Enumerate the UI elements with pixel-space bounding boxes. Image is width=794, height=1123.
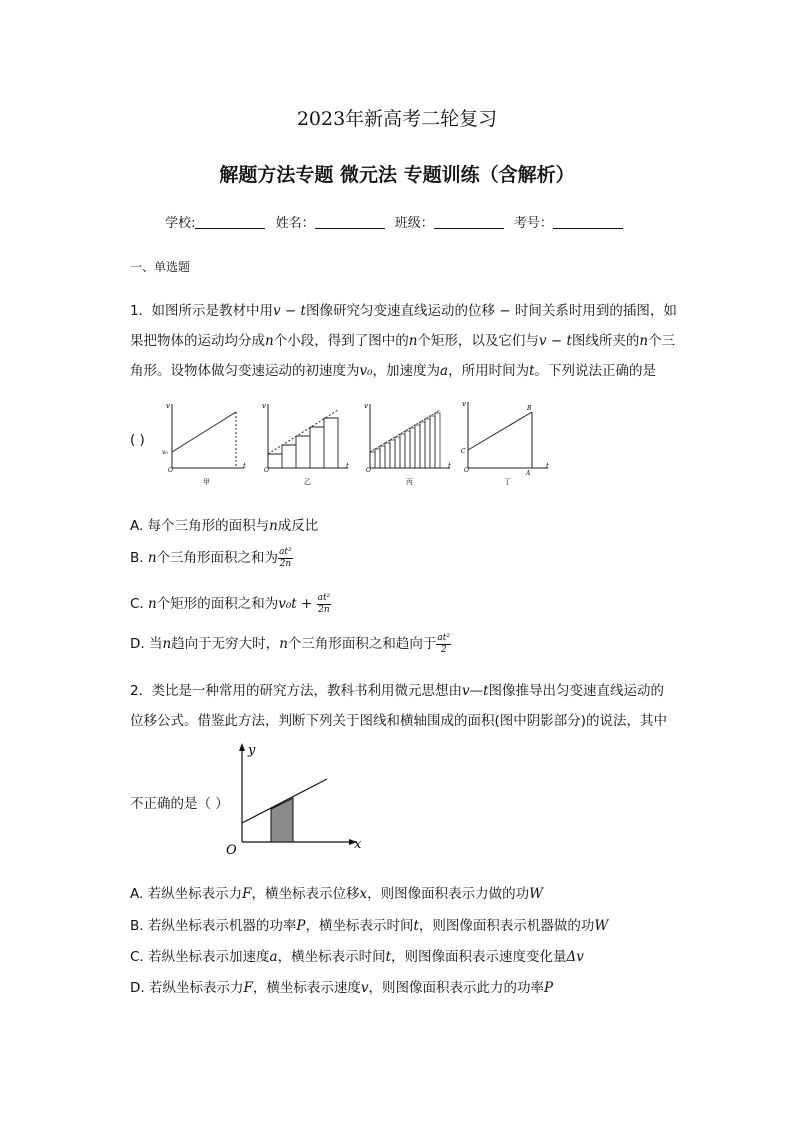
q1-line-3 [130,356,690,386]
q2-opt-a-v3: W [529,886,543,902]
q2-origin: O [226,843,237,856]
q1-math-a: a [440,363,449,379]
q2-opt-d-label: D. [130,980,145,996]
frac-den: 2n [318,604,330,615]
q2-opt-c-v1: a [269,949,278,965]
exam-number-label: 考号： [513,216,553,231]
q2-opt-d-c: ，则图像面积表示此力的功率 [368,980,544,996]
q2-opt-c-b: ，横坐标表示时间 [277,949,386,965]
yi-axis-v: v [262,402,266,410]
q2-opt-b-a: 若纵坐标表示机器的功率 [147,918,297,934]
q1-opt-a-label: A. [130,518,144,534]
q1-opt-d-n2: n [279,636,288,652]
section-heading: 一、单选题 [130,260,191,274]
q1-math-v0: v₀ [359,363,373,379]
q1-option-d[interactable] [130,632,451,656]
q2-option-d[interactable] [130,976,553,996]
q1-opt-c-label: C. [130,596,144,612]
q2-opt-d-b: ，横坐标表示速度 [252,980,361,996]
figure-bing [364,402,451,486]
q1-l2d: 图线所夹的 [571,333,640,349]
q1-l1c: 时间关系时用到的插图，如 [514,303,677,319]
q1-opt-c-n: n [148,596,157,612]
bing-strip [380,446,385,468]
class-label: 班级： [394,216,434,231]
q1-opt-c-frac [317,593,332,616]
bing-axis-t: t [448,462,451,470]
name-blank [315,216,385,229]
q1-opt-b-label: B. [130,550,144,566]
q1-answer-bracket: ( ) [130,432,145,448]
frac-den: 2n [279,558,292,569]
q2-l1a: 类比是一种常用的研究方法，教科书利用微元思想由 [151,683,462,699]
q1-line-1 [130,296,690,326]
q2-axis-x: x [354,837,362,852]
jia-label: 甲 [203,478,210,486]
q2-opt-b-label: B. [130,918,144,934]
bing-strip [405,431,410,468]
q1-opt-b-text: 个三角形面积之和为 [156,550,279,566]
exam-number-blank [553,216,623,229]
question-1-text [130,296,690,386]
q1-opt-d-text-a: 当 [148,636,163,652]
bing-strip [425,419,430,468]
bing-strip [390,440,395,468]
q1-l1a: 如图所示是教材中用 [151,303,273,319]
q2-opt-a-c: ，则图像面积表示力做的功 [367,886,530,902]
bing-strip [415,425,420,468]
school-blank [195,216,265,229]
q2-opt-b-v2: t [413,918,419,934]
q1-option-a[interactable] [130,514,318,534]
q1-opt-a-text-b: 成反比 [277,518,319,534]
question-2-text [130,676,690,736]
q1-opt-d-frac [436,633,451,656]
q2-opt-b-b: ，横坐标表示时间 [305,918,414,934]
q1-math-minus3: − [546,333,567,349]
q1-l2e: 个三 [648,333,676,349]
jia-axis-t: t [243,462,246,470]
ding-B: B [527,405,532,412]
q2-line-1 [130,676,690,706]
q1-math-n1: n [265,333,274,349]
q2-number: 2. [130,683,143,699]
document-title: 2023年新高考二轮复习 [296,108,498,130]
q2-l1b: 图像推导出匀变速直线运动的 [488,683,665,699]
q2-opt-d-v1: F [243,980,253,996]
figure-jia [162,402,246,486]
school-label: 学校: [165,216,196,231]
bing-strip [370,452,375,468]
q2-opt-d-a: 若纵坐标表示力 [148,980,244,996]
q1-l3b: ，加速度为 [372,363,441,379]
q1-math-v2: v [538,333,547,349]
q1-opt-d-text-c: 个三角形面积之和趋向于 [287,636,437,652]
q1-number: 1. [130,303,143,319]
bing-axis-v: v [364,402,368,410]
q2-opt-a-label: A. [130,886,144,902]
q1-l2b: 个小段，得到了图中的 [273,333,409,349]
q1-math-n2: n [408,333,418,349]
q2-opt-b-c: ，则图像面积表示机器做的功 [418,918,595,934]
bing-label: 丙 [406,478,413,486]
ding-origin: O [464,467,469,474]
q2-opt-b-v1: P [296,918,306,934]
bing-strip [395,437,400,468]
q1-l2a: 果把物体的运动均分成 [130,333,265,349]
frac-den: 2 [440,644,447,655]
frac-num: at² [437,632,450,643]
bing-origin: O [366,467,371,474]
q2-option-b[interactable] [130,914,608,934]
q1-math-t: t [300,303,306,319]
q2-opt-d-v2: v [360,980,369,996]
yi-origin: O [264,467,269,474]
jia-axis-v: v [166,402,170,410]
q2-opt-a-b: ，横坐标表示位移 [251,886,360,902]
q1-l2c: 个矩形，以及它们与 [417,333,539,349]
q2-line-2: 位移公式。借鉴此方法，判断下列关于图线和横轴围成的面积(图中阴影部分)的说法，其中 [130,713,668,729]
q1-opt-a-text: 每个三角形的面积与 [147,518,270,534]
q1-opt-b-n: n [147,550,157,566]
student-info-row [0,212,794,231]
name-label: 姓名： [275,216,315,231]
bing-strip [375,449,380,468]
ding-axis-v: v [462,400,466,408]
q2-figure [222,738,372,856]
q2-opt-c-v3: Δv [566,949,584,965]
ding-label: 丁 [504,478,511,486]
q1-line-2 [130,326,690,356]
q1-math-minus2: − [494,303,515,319]
q1-l3d: 。下列说法正确的是 [534,363,657,379]
q1-l1b: 图像研究匀变速直线运动的位移 [305,303,495,319]
q2-option-a[interactable] [130,882,543,902]
q1-figures [160,396,560,488]
bing-strip [400,434,405,468]
q1-opt-c-vt: v₀t + [278,596,317,612]
jia-v0: v₀ [162,449,168,456]
yi-axis-t: t [346,462,349,470]
q1-option-c[interactable] [130,592,331,616]
q2-opt-d-v3: P [544,980,554,996]
q1-math-n3: n [639,333,649,349]
q2-math-vt: v—t [461,683,489,699]
q2-opt-c-label: C. [130,949,144,965]
bing-strip [420,422,425,468]
figure-yi [262,402,349,486]
figure-ding [461,400,549,486]
q2-opt-b-v3: W [594,918,609,934]
q2-opt-c-c: ，则图像面积表示速度变化量 [391,949,567,965]
yi-label: 乙 [304,478,311,486]
q1-opt-b-frac [278,547,293,570]
q1-math-v: v [272,303,281,319]
q2-opt-a-v2: x [359,886,368,902]
q1-opt-d-label: D. [130,636,145,652]
document-subtitle: 解题方法专题 微元法 专题训练（含解析） [219,164,575,186]
q1-opt-d-n1: n [162,636,172,652]
q1-l3c: ，所用时间为 [448,363,530,379]
q2-opt-c-v2: t [385,949,392,965]
ding-axis-t: t [546,462,549,470]
q1-opt-c-text: 个矩形的面积之和为 [156,596,279,612]
q1-opt-d-text-b: 趋向于无穷大时， [171,636,280,652]
bing-strip [410,428,415,468]
q1-math-minus: − [280,303,301,319]
q2-opt-c-a: 若纵坐标表示加速度 [148,949,270,965]
q1-math-t3: t [529,363,535,379]
q2-line-3: 不正确的是（ ） [130,796,229,812]
bing-strip [435,413,440,468]
bing-strip [430,416,435,468]
ding-A: A [526,470,531,477]
frac-num: at² [317,592,331,603]
q2-opt-a-v1: F [242,886,252,902]
q2-option-c[interactable] [130,945,584,965]
frac-num: at² [279,546,292,557]
q1-l3a: 角形。设物体做匀变速运动的初速度为 [130,363,360,379]
q2-opt-a-a: 若纵坐标表示力 [147,886,243,902]
q1-opt-a-n: n [269,518,278,534]
ding-C: C [461,448,466,455]
jia-origin: O [168,467,173,474]
class-blank [434,216,504,229]
q2-axis-y: y [248,743,256,758]
q1-math-t2: t [566,333,572,349]
q1-option-b[interactable] [130,546,293,570]
bing-strip [385,443,390,468]
